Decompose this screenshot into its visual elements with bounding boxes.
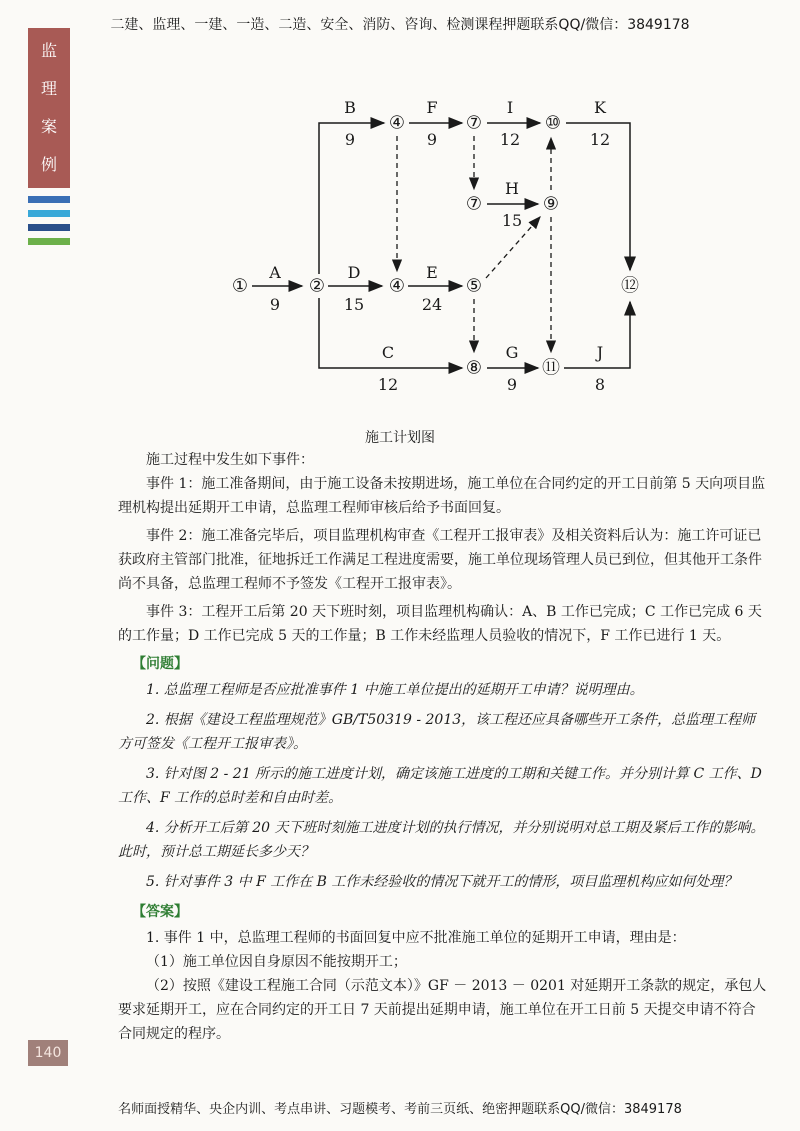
answer-1: 1. 事件 1 中，总监理工程师的书面回复中应不批准施工单位的延期开工申请，理由是： xyxy=(146,930,686,946)
activity-f-duration: 9 xyxy=(426,130,438,149)
sidebar-char-3: 案 xyxy=(40,117,57,136)
node-4-lower: ④ xyxy=(388,275,406,297)
activity-e-label: E xyxy=(426,263,438,282)
node-12: ⑫ xyxy=(621,275,639,297)
activity-k-label: K xyxy=(594,98,606,117)
question-5: 5. 针对事件 3 中 F 工作在 B 工作未经验收的情况下就开工的情形，项目监理机构应如何处理？ xyxy=(146,874,738,890)
event-3: 事件 3：工程开工后第 20 天下班时刻，项目监理机构确认：A、B 工作已完成；C 工作已完成 6 天的工作量；D 工作已完成 5 天的工作量；B 工作未经监理人员验收的情况下，F 工作已进行 1 天。 xyxy=(118,604,762,644)
sidebar-char-4: 例 xyxy=(40,155,57,174)
activity-b-duration: 9 xyxy=(344,130,356,149)
node-5: ⑤ xyxy=(465,275,483,297)
event-2: 事件 2：施工准备完毕后，项目监理机构审查《工程开工报审表》及相关资料后认为：施工许可证已获政府主管部门批准，征地拆迁工作满足工程进度需要，施工单位现场管理人员已到位，但其他开工条件尚不具备，总监理工程师不予签发《工程开工报审表》。 xyxy=(118,528,762,592)
main-content xyxy=(118,448,768,1046)
activity-d-duration: 15 xyxy=(343,295,365,314)
decor-stripe xyxy=(28,238,70,245)
activity-i-label: I xyxy=(506,98,514,117)
activity-e-duration: 24 xyxy=(421,295,443,314)
intro-text: 施工过程中发生如下事件： xyxy=(146,452,314,468)
decor-stripe xyxy=(28,196,70,203)
activity-c-duration: 12 xyxy=(377,375,399,394)
activity-h-label: H xyxy=(505,179,519,198)
question-4: 4. 分析开工后第 20 天下班时刻施工进度计划的执行情况，并分别说明对总工期及紧后工作的影响。此时，预计总工期延长多少天？ xyxy=(118,820,765,860)
activity-i-duration: 12 xyxy=(499,130,521,149)
decor-stripe xyxy=(28,210,70,217)
node-2: ② xyxy=(308,275,326,297)
node-10: ⑩ xyxy=(544,112,562,134)
activity-b-label: B xyxy=(344,98,356,117)
page-footer: 名师面授精华、央企内训、考点串讲、习题模考、考前三页纸、绝密押题联系QQ/微信：3849178 xyxy=(118,1102,682,1117)
sidebar-char-1: 监 xyxy=(40,41,57,60)
chapter-sidebar xyxy=(28,28,70,188)
node-7-middle: ⑦ xyxy=(465,193,483,215)
node-9: ⑨ xyxy=(542,193,560,215)
page-number: 140 xyxy=(28,1040,68,1066)
node-11: ⑪ xyxy=(542,357,560,379)
question-2: 2. 根据《建设工程监理规范》GB/T50319 - 2013，该工程还应具备哪些开工条件，总监理工程师方可签发《工程开工报审表》。 xyxy=(118,712,756,752)
node-4-upper: ④ xyxy=(388,112,406,134)
network-diagram xyxy=(210,88,650,408)
question-1: 1. 总监理工程师是否应批准事件 1 中施工单位提出的延期开工申请？说明理由。 xyxy=(146,682,644,698)
activity-a-label: A xyxy=(269,263,281,282)
answer-1-item-1: （1）施工单位因自身原因不能按期开工； xyxy=(146,954,407,970)
activity-g-label: G xyxy=(505,343,519,362)
activity-a-duration: 9 xyxy=(269,295,281,314)
node-1: ① xyxy=(231,275,249,297)
sidebar-char-2: 理 xyxy=(40,79,57,98)
decor-stripe xyxy=(28,224,70,231)
node-7-upper: ⑦ xyxy=(465,112,483,134)
answer-heading: 【答案】 xyxy=(132,904,188,920)
event-1: 事件 1：施工准备期间，由于施工设备未按期进场，施工单位在合同约定的开工日前第 5 天向项目监理机构提出延期开工申请，总监理工程师审核后给予书面回复。 xyxy=(118,476,766,516)
activity-j-duration: 8 xyxy=(594,375,606,394)
question-heading: 【问题】 xyxy=(132,656,188,672)
activity-g-duration: 9 xyxy=(506,375,518,394)
answer-1-item-2: （2）按照《建设工程施工合同（示范文本）》GF － 2013 － 0201 对延期开工条款的规定，承包人要求延期开工，应在合同约定的开工日 7 天前提出延期申请，施工单位在开工日前 5 天提交申请不符合合同规定的程序。 xyxy=(118,978,767,1042)
activity-c-label: C xyxy=(381,343,395,362)
activity-f-label: F xyxy=(426,98,438,117)
diagram-caption: 施工计划图 xyxy=(365,430,435,446)
activity-h-duration: 15 xyxy=(501,211,523,230)
question-3: 3. 针对图 2 - 21 所示的施工进度计划，确定该施工进度的工期和关键工作。并分别计算 C 工作、D 工作、F 工作的总时差和自由时差。 xyxy=(118,766,762,806)
node-8: ⑧ xyxy=(465,357,483,379)
activity-j-label: J xyxy=(596,343,604,362)
page-header: 二建、监理、一建、一造、二造、安全、消防、咨询、检测课程押题联系QQ/微信：3849178 xyxy=(110,17,690,33)
activity-k-duration: 12 xyxy=(589,130,611,149)
activity-d-label: D xyxy=(347,263,361,282)
